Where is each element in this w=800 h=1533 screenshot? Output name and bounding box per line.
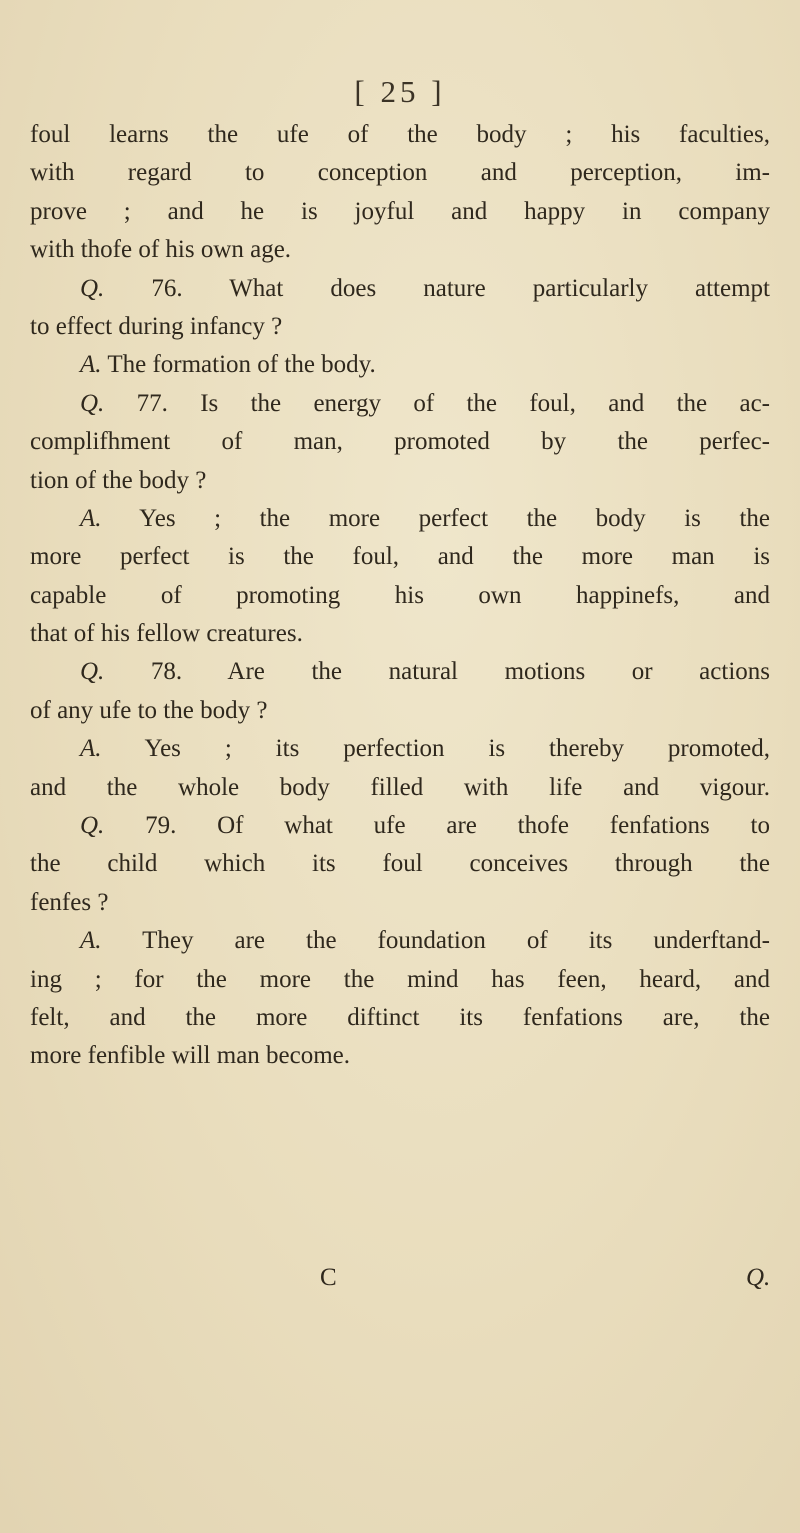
question-line: [30, 270, 770, 308]
page-number: [ 25 ]: [354, 74, 446, 109]
answer-label: A.: [80, 735, 102, 763]
answer-label: A.: [80, 504, 102, 532]
question-label: Q.: [80, 389, 105, 417]
answer-line: [30, 730, 770, 768]
text-line: felt, and the more diftinct its fenfations are, the: [30, 1003, 770, 1031]
answer-text: Yes ; the more perfect the body is the: [139, 504, 770, 532]
question-text: 78. Are the natural motions or actions: [150, 658, 770, 686]
text-line: that of his fellow creatures.: [30, 620, 303, 648]
text-line: to effect during infancy ?: [30, 312, 283, 340]
text-line: more perfect is the foul, and the more man is: [30, 543, 770, 571]
answer-label: A.: [80, 351, 102, 379]
answer-line: [30, 346, 770, 384]
question-label: Q.: [80, 658, 105, 686]
text-line: of any ufe to the body ?: [30, 696, 268, 724]
text-line: with regard to conception and perception, im-: [30, 159, 770, 187]
question-text: 79. Of what ufe are thofe fenfations to: [145, 812, 770, 840]
answer-line: [30, 922, 770, 960]
question-label: Q.: [80, 812, 105, 840]
text-line: foul learns the ufe of the body ; his faculties,: [30, 121, 770, 148]
question-line: [30, 653, 770, 691]
question-text: 76. What does nature particularly attempt: [151, 274, 770, 302]
question-line: [30, 385, 770, 423]
text-line: and the whole body filled with life and vigour.: [30, 773, 770, 801]
text-line: tion of the body ?: [30, 466, 207, 494]
question-label: Q.: [80, 274, 105, 302]
text-line: more fenfible will man become.: [30, 1042, 351, 1070]
signature-mark: C: [320, 1264, 337, 1291]
text-line: prove ; and he is joyful and happy in company: [30, 197, 770, 225]
text-line: the child which its foul conceives through the: [30, 850, 770, 878]
answer-label: A.: [80, 927, 102, 955]
answer-text: The formation of the body.: [107, 351, 376, 379]
question-line: [30, 807, 770, 845]
answer-text: They are the foundation of its underftand-: [142, 927, 770, 955]
text-line: ing ; for the more the mind has feen, heard, and: [30, 965, 770, 993]
catchword: Q.: [746, 1264, 771, 1291]
question-text: 77. Is the energy of the foul, and the ac-: [136, 389, 770, 417]
page-text: [30, 116, 770, 1076]
text-line: with thofe of his own age.: [30, 236, 292, 264]
text-line: complifhment of man, promoted by the perfec-: [30, 428, 770, 456]
text-line: fenfes ?: [30, 888, 109, 916]
answer-line: [30, 500, 770, 538]
answer-text: Yes ; its perfection is thereby promoted,: [144, 735, 770, 763]
page-footer: [0, 1264, 800, 1304]
text-line: capable of promoting his own happinefs, and: [30, 581, 770, 609]
